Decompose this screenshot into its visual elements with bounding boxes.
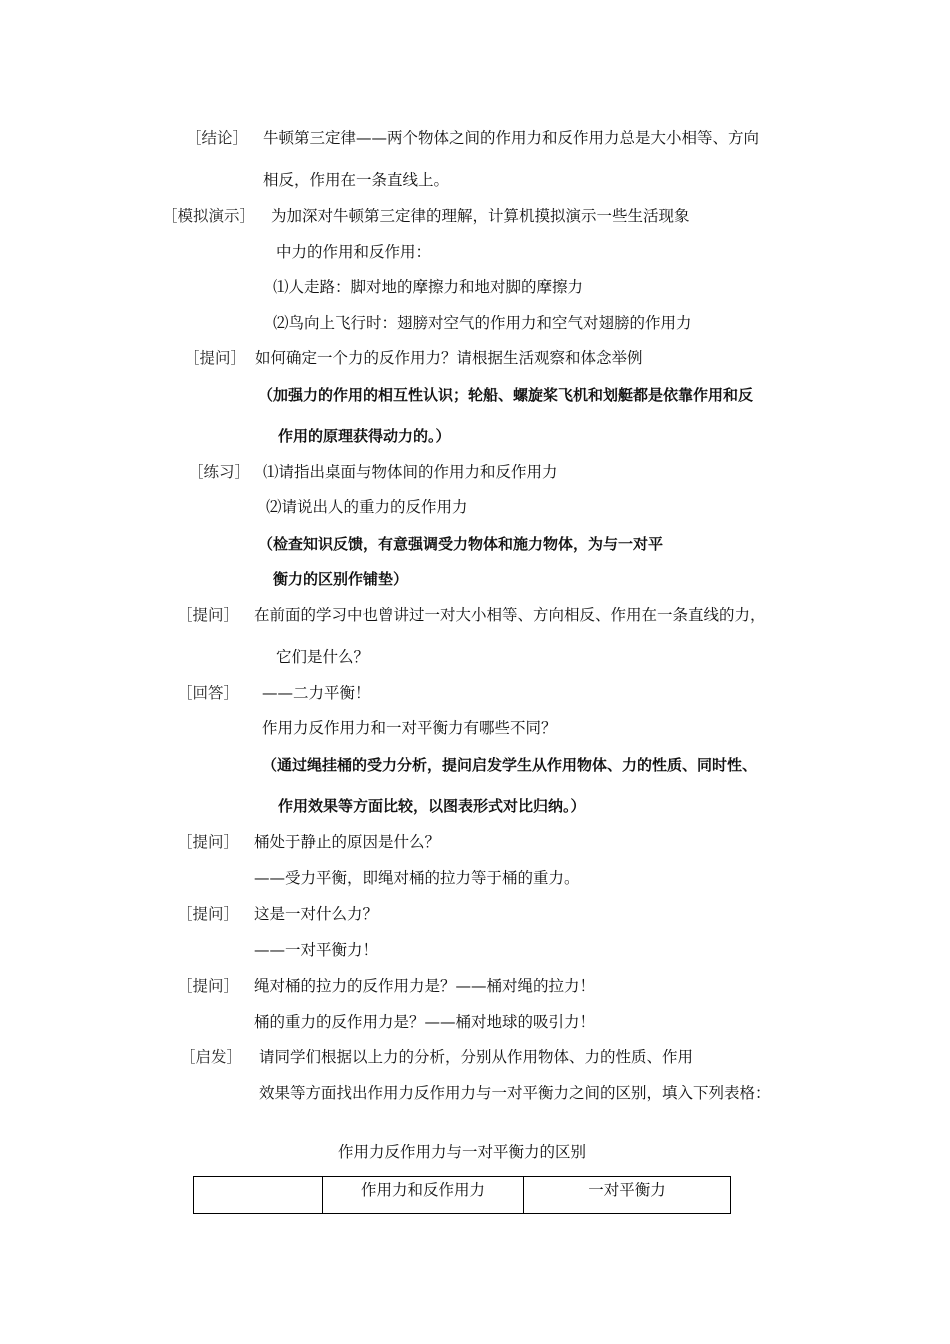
question-2-tag: ［提问］ bbox=[177, 606, 240, 624]
question-2-line-2: 它们是什么？ bbox=[276, 648, 370, 666]
answer-line-1: ——二力平衡！ bbox=[262, 684, 371, 702]
inspire-line-1: 请同学们根据以上力的分析，分别从作用物体、力的性质、作用 bbox=[259, 1048, 694, 1066]
demo-tag: ［模拟演示］ bbox=[162, 207, 256, 225]
demo-item-2: ⑵鸟向上飞行时：翅膀对空气的作用力和空气对翅膀的作用力 bbox=[273, 314, 692, 332]
demo-item-1: ⑴人走路：脚对地的摩擦力和地对脚的摩擦力 bbox=[273, 278, 584, 296]
conclusion-tag: ［结论］ bbox=[186, 129, 249, 147]
question-1-tag: ［提问］ bbox=[184, 349, 247, 367]
question-4-text: 这是一对什么力？ bbox=[254, 905, 379, 923]
question-5-line-2: 桶的重力的反作用力是？——桶对地球的吸引力！ bbox=[254, 1013, 596, 1031]
question-4-tag: ［提问］ bbox=[177, 905, 240, 923]
conclusion-line-1: 牛顿第三定律——两个物体之间的作用力和反作用力总是大小相等、方向 bbox=[263, 129, 760, 147]
question-1-note-1: （加强力的作用的相互性认识；轮船、螺旋桨飞机和划艇都是依靠作用和反 bbox=[258, 386, 754, 404]
exercise-tag: ［练习］ bbox=[188, 463, 251, 481]
demo-line-1: 为加深对牛顿第三定律的理解，计算机摸拟演示一些生活现象 bbox=[271, 207, 690, 225]
question-5-line-1: 绳对桶的拉力的反作用力是？——桶对绳的拉力！ bbox=[254, 977, 596, 995]
exercise-note-1: （检查知识反馈，有意强调受力物体和施力物体，为与一对平 bbox=[258, 535, 664, 553]
table-header-row bbox=[194, 1177, 731, 1214]
inspire-tag: ［启发］ bbox=[180, 1048, 243, 1066]
inspire-line-2: 效果等方面找出作用力反作用力与一对平衡力之间的区别，填入下列表格： bbox=[259, 1084, 771, 1102]
demo-line-2: 中力的作用和反作用： bbox=[276, 243, 432, 261]
answer-line-2: 作用力反作用力和一对平衡力有哪些不同？ bbox=[262, 719, 557, 737]
table-title: 作用力反作用力与一对平衡力的区别 bbox=[338, 1143, 587, 1161]
table-header-blank bbox=[194, 1177, 323, 1214]
answer-tag: ［回答］ bbox=[177, 684, 240, 702]
exercise-item-2: ⑵请说出人的重力的反作用力 bbox=[266, 498, 468, 516]
question-5-tag: ［提问］ bbox=[177, 977, 240, 995]
answer-note-1: （通过绳挂桶的受力分析，提问启发学生从作用物体、力的性质、同时性、 bbox=[262, 756, 758, 774]
question-1-note-2: 作用的原理获得动力的。） bbox=[278, 427, 451, 445]
comparison-table bbox=[193, 1176, 731, 1214]
question-3-text: 桶处于静止的原因是什么？ bbox=[254, 833, 441, 851]
conclusion-line-2: 相反，作用在一条直线上。 bbox=[263, 171, 450, 189]
table-header-balanced-forces: 一对平衡力 bbox=[524, 1177, 731, 1214]
exercise-item-1: ⑴请指出桌面与物体间的作用力和反作用力 bbox=[263, 463, 558, 481]
question-3-answer: ——受力平衡，即绳对桶的拉力等于桶的重力。 bbox=[254, 869, 580, 887]
question-4-answer: ——一对平衡力！ bbox=[254, 941, 379, 959]
table-header-action-reaction: 作用力和反作用力 bbox=[323, 1177, 524, 1214]
question-2-line-1: 在前面的学习中也曾讲过一对大小相等、方向相反、作用在一条直线的力， bbox=[254, 606, 766, 624]
question-3-tag: ［提问］ bbox=[177, 833, 240, 851]
answer-note-2: 作用效果等方面比较，以图表形式对比归纳。） bbox=[278, 797, 586, 815]
exercise-note-2: 衡力的区别作铺垫） bbox=[273, 570, 409, 588]
question-1-text: 如何确定一个力的反作用力？请根据生活观察和体念举例 bbox=[255, 349, 643, 367]
